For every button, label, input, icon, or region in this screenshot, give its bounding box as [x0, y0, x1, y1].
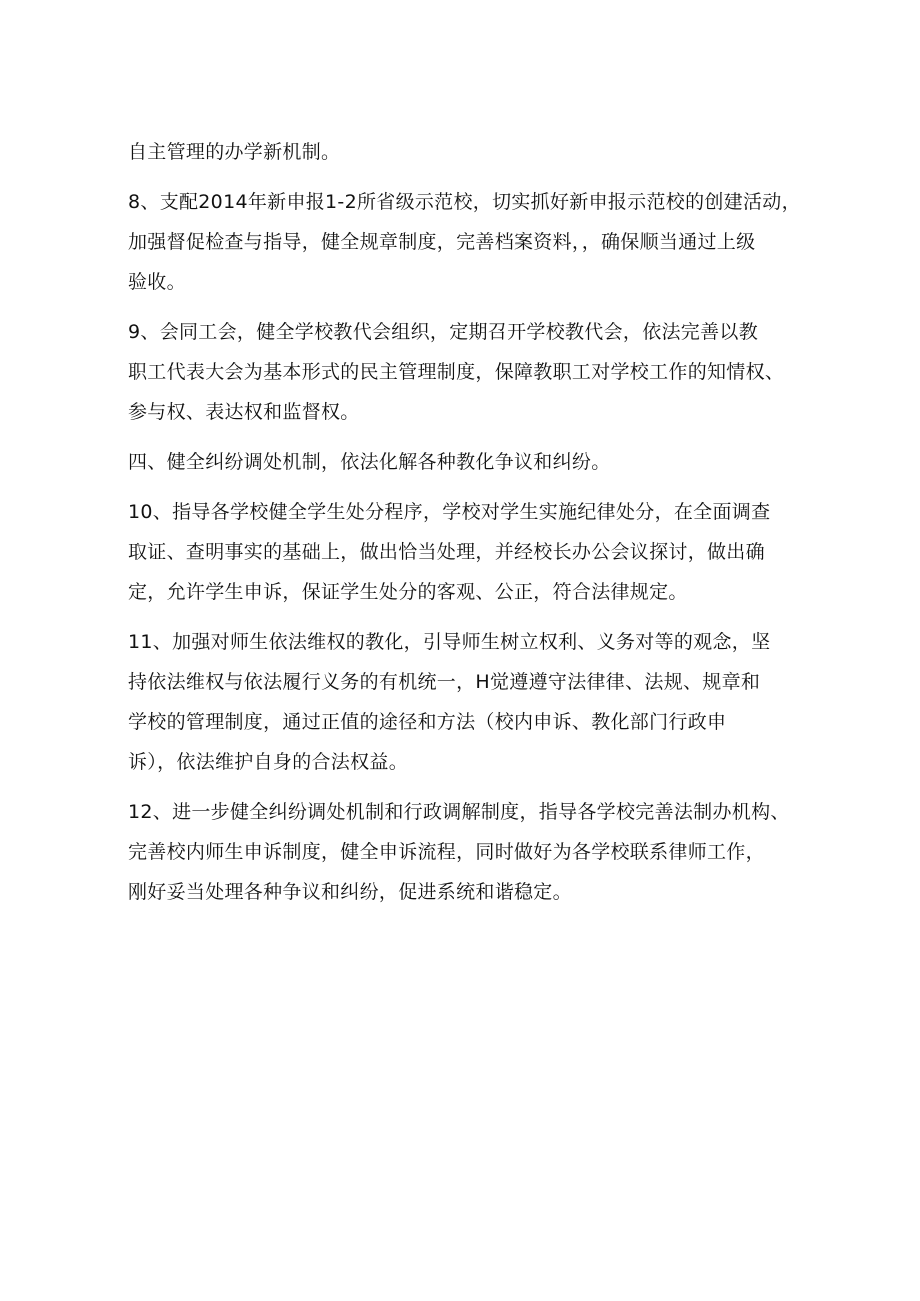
text-line: 11、加强对师生依法维权的教化，引导师生树立权利、义务对等的观念，坚 — [128, 631, 771, 653]
paragraph-gap — [128, 432, 798, 442]
text-line: 持依法维权与依法履行义务的有机统一，H觉遵遵守法律律、法规、规章和 — [128, 671, 761, 693]
paragraph-gap — [128, 782, 798, 792]
text-line: 职工代表大会为基本形式的民主管理制度，保障教职工对学校工作的知情权、 — [128, 361, 785, 383]
text-line: 10、指导各学校健全学生处分程序，学校对学生实施纪律处分，在全面调查 — [128, 501, 771, 523]
text-line: 刚好妥当处理各种争议和纠纷，促进系统和谐稳定。 — [128, 881, 572, 903]
text-line: 验收。 — [128, 271, 186, 293]
text-line: 取证、查明事实的基础上，做出恰当处理，并经校长办公会议探讨，做出确 — [128, 541, 765, 563]
text-line: 定，允许学生申诉，保证学生处分的客观、公正，符合法律规定。 — [128, 581, 688, 603]
document-body — [128, 132, 801, 912]
text-line: 诉），依法维护自身的合法权益。 — [128, 751, 409, 773]
text-line: 完善校内师生申诉制度，健全申诉流程，同时做好为各学校联系律师工作， — [128, 841, 765, 863]
text-line: 9、会同工会，健全学校教代会组织，定期召开学校教代会，依法完善以教 — [128, 321, 758, 343]
text-line: 参与权、表达权和监督权。 — [128, 401, 360, 423]
paragraph-gap — [128, 302, 798, 312]
text-line: 学校的管理制度，通过正值的途径和方法（校内申诉、教化部门行政申 — [128, 711, 727, 733]
section-heading: 四、健全纠纷调处机制，依法化解各种教化争议和纠纷。 — [128, 451, 611, 473]
text-line: 加强督促检查与指导，健全规章制度，完善档案资料，，确保顺当通过上级 — [128, 231, 756, 253]
paragraph-gap — [128, 172, 798, 182]
text-line: 自主管理的办学新机制。 — [128, 141, 341, 163]
paragraph-gap — [128, 482, 798, 492]
text-line: 12、进一步健全纠纷调处机制和行政调解制度，指导各学校完善法制办机构、 — [128, 801, 790, 823]
paragraph-gap — [128, 612, 798, 622]
text-line: 8、支配2014年新申报1-2所省级示范校，切实抓好新申报示范校的创建活动， — [128, 191, 801, 213]
